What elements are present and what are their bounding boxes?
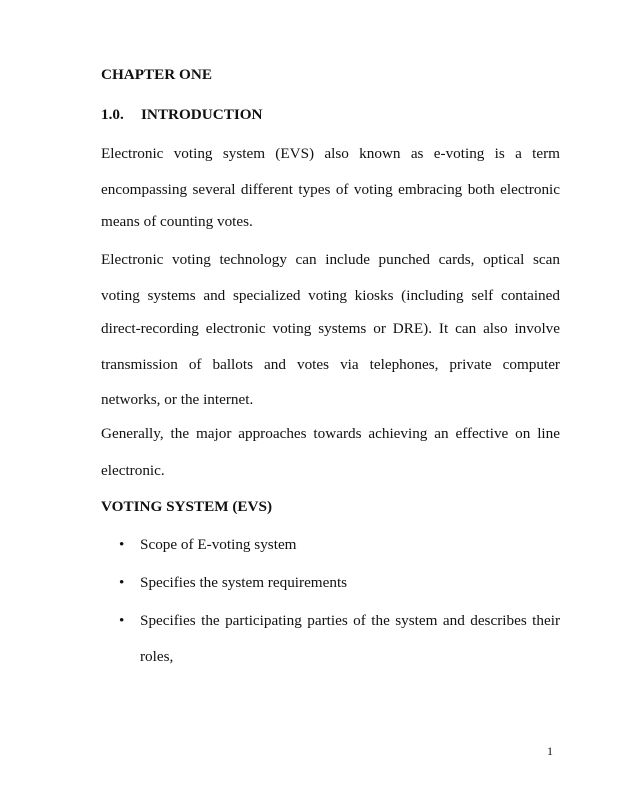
bullet-marker: • <box>119 536 125 553</box>
paragraph-3-line-1: Generally, the major approaches towards achieving an effective on line <box>101 425 560 442</box>
paragraph-2-line-3: direct-recording electronic voting systems or DRE). It can also involve <box>101 320 560 337</box>
bullet-3-text-line-2: roles, <box>140 648 174 665</box>
paragraph-1-line-1: Electronic voting system (EVS) also known as e-voting is a term <box>101 145 560 162</box>
paragraph-1-line-2: encompassing several different types of voting embracing both electronic <box>101 181 560 198</box>
paragraph-3-line-2: electronic. <box>101 462 165 479</box>
bullet-3-text-line-1: Specifies the participating parties of the system and describes their <box>140 612 560 629</box>
paragraph-1-line-3: means of counting votes. <box>101 213 253 230</box>
bullet-marker: • <box>119 612 125 629</box>
section-heading <box>101 106 560 124</box>
paragraph-2-line-2: voting systems and specialized voting kiosks (including self contained <box>101 287 560 304</box>
bullet-1-text: Scope of E-voting system <box>140 536 297 553</box>
section-number: 1.0. <box>101 106 124 123</box>
page-number: 1 <box>547 744 553 758</box>
subheading: VOTING SYSTEM (EVS) <box>101 498 273 515</box>
chapter-title: CHAPTER ONE <box>101 66 212 83</box>
bullet-2-text: Specifies the system requirements <box>140 574 348 591</box>
bullet-marker: • <box>119 574 125 591</box>
paragraph-2-line-5: networks, or the internet. <box>101 391 254 408</box>
paragraph-2-line-4: transmission of ballots and votes via telephones, private computer <box>101 356 560 373</box>
paragraph-2-line-1: Electronic voting technology can include punched cards, optical scan <box>101 251 560 268</box>
section-title: INTRODUCTION <box>141 106 263 123</box>
